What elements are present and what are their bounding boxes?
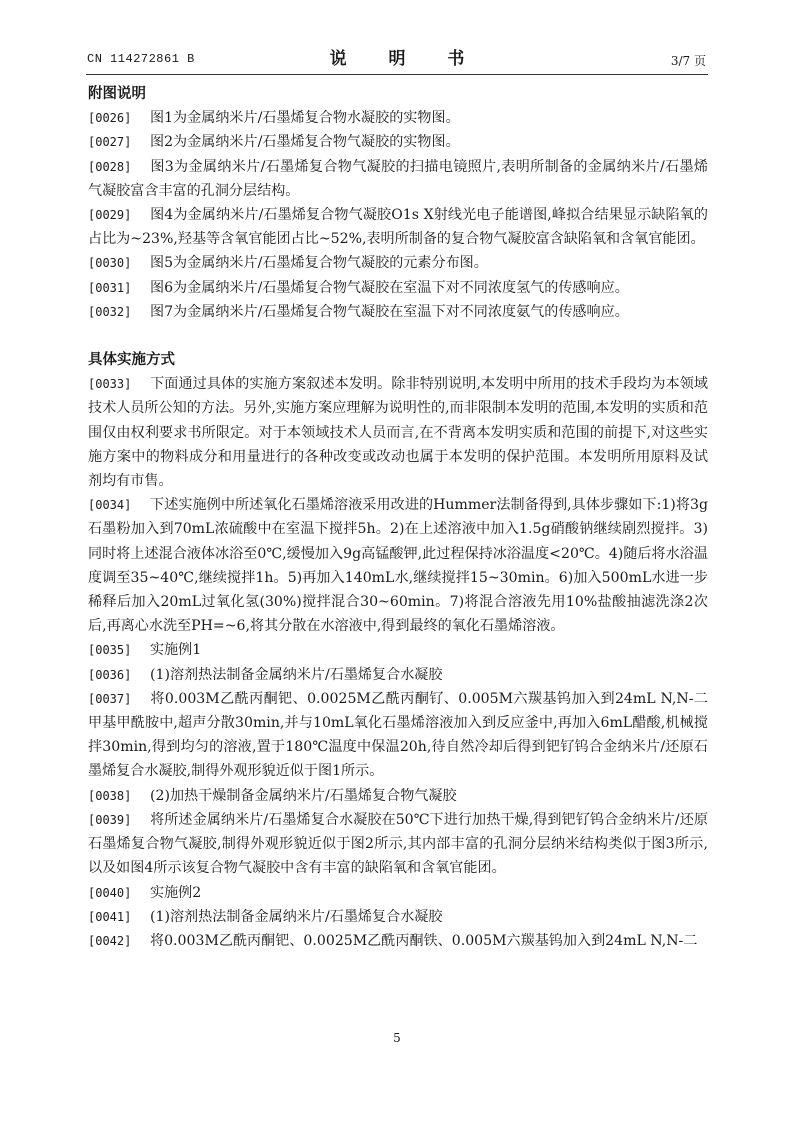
paragraph	[88, 808, 708, 881]
paragraph	[88, 638, 708, 662]
paragraph	[88, 300, 708, 324]
paragraph-number: [0032]	[88, 304, 132, 319]
paragraph-number: [0042]	[88, 933, 132, 948]
paragraph	[88, 372, 708, 493]
paragraph-text: 下面通过具体的实施方案叙述本发明。除非特别说明,本发明中所用的技术手段均为本领域技术人员所公知的方法。另外,实施方案应理解为说明性的,而非限制本发明的范围,本发明的实质和范围仅由权利要求书所限定。对于本领域技术人员而言,在不背离本发明实质和范围的前提下,对这些实施方案中的物料成分和用量进行的各种改变或改动也属于本发明的保护范围。本发明所用原料及试剂均有市售。	[88, 376, 708, 490]
paragraph-text: 将所述金属纳米片/石墨烯复合水凝胶在50℃下进行加热干燥,得到钯钌钨合金纳米片/还原石墨烯复合物气凝胶,制得外观形貌近似于图2所示,其内部丰富的孔洞分层纳米结构类似于图3所示,以及如图4所示该复合物气凝胶中含有丰富的缺陷氧和含氧官能团。	[88, 811, 708, 877]
patent-number: CN 114272861 B	[87, 52, 195, 66]
paragraph-text: 图3为金属纳米片/石墨烯复合物气凝胶的扫描电镜照片,表明所制备的金属纳米片/石墨烯气凝胶富含丰富的孔洞分层结构。	[88, 158, 708, 199]
paragraph	[88, 203, 708, 251]
paragraph-number: [0037]	[88, 691, 132, 706]
page-indicator: 3/7 页	[670, 54, 706, 68]
paragraph	[88, 881, 708, 905]
paragraph-text: 将0.003M乙酰丙酮钯、0.0025M乙酰丙酮铁、0.005M六羰基钨加入到24mL N,N-二	[150, 932, 698, 949]
paragraph-number: [0026]	[88, 111, 132, 126]
figures-description-section	[88, 106, 708, 324]
paragraph-text: 将0.003M乙酰丙酮钯、0.0025M乙酰丙酮钌、0.005M六羰基钨加入到24mL N,N-二甲基甲酰胺中,超声分散30min,并与10mL氧化石墨烯溶液加入到反应釜中,再加入6mL醋酸,机械搅拌30min,得到均匀的溶液,置于180℃温度中保温20h,待自然冷却后得到钯钌钨合金纳米片/还原石墨烯复合水凝胶,制得外观形貌近似于图1所示。	[88, 690, 708, 780]
paragraph-number: [0034]	[88, 498, 132, 513]
paragraph-text: 图5为金属纳米片/石墨烯复合物气凝胶的元素分布图。	[150, 255, 488, 272]
paragraph-text: (1)溶剂热法制备金属纳米片/石墨烯复合水凝胶	[150, 908, 443, 925]
paragraph-number: [0041]	[88, 909, 132, 924]
embodiments-section	[88, 372, 708, 953]
paragraph	[88, 905, 708, 929]
paragraph-text: 下述实施例中所述氧化石墨烯溶液采用改进的Hummer法制备得到,具体步骤如下:1)将3g石墨粉加入到70mL浓硫酸中在室温下搅拌5h。2)在上述溶液中加入1.5g硝酸钠继续剧烈搅拌。3)同时将上述混合液体冰浴至0℃,缓慢加入9g高锰酸钾,此过程保持冰浴温度<20℃。4)随后将水浴温度调至35~40℃,继续搅拌1h。5)再加入140mL水,继续搅拌15~30min。6)加入500mL水进一步稀释后加入20mL过氧化氢(30%)搅拌混合30~60min。7)将混合溶液先用10%盐酸抽滤洗涤2次后,再离心水洗至PH=~6,将其分散在水溶液中,得到最终的氧化石墨烯溶液。	[88, 497, 708, 635]
paragraph	[88, 929, 708, 953]
paragraph-text: (2)加热干燥制备金属纳米片/石墨烯复合物气凝胶	[150, 787, 457, 804]
document-body	[88, 82, 708, 953]
paragraph-number: [0027]	[88, 135, 132, 150]
paragraph	[88, 276, 708, 300]
page-number: 5	[393, 1031, 401, 1045]
paragraph-text: 实施例1	[150, 642, 202, 659]
section-heading-figures: 附图说明	[88, 86, 146, 102]
paragraph	[88, 106, 708, 130]
paragraph-text: 实施例2	[150, 884, 202, 901]
paragraph	[88, 493, 708, 638]
paragraph-text: 图2为金属纳米片/石墨烯复合物气凝胶的实物图。	[150, 134, 460, 151]
paragraph	[88, 130, 708, 154]
paragraph-text: 图7为金属纳米片/石墨烯复合物气凝胶在室温下对不同浓度氨气的传感响应。	[150, 303, 629, 320]
paragraph-number: [0040]	[88, 885, 132, 900]
paragraph-number: [0036]	[88, 667, 132, 682]
paragraph	[88, 251, 708, 275]
paragraph-text: 图1为金属纳米片/石墨烯复合物水凝胶的实物图。	[150, 110, 460, 127]
paragraph-number: [0028]	[88, 159, 132, 174]
header-divider	[86, 74, 708, 75]
document-type-title: 说 明 书	[329, 49, 483, 69]
paragraph-text: 图6为金属纳米片/石墨烯复合物气凝胶在室温下对不同浓度氢气的传感响应。	[150, 279, 629, 296]
paragraph-number: [0030]	[88, 256, 132, 271]
section-heading-embodiments: 具体实施方式	[88, 352, 175, 369]
paragraph	[88, 155, 708, 203]
paragraph-number: [0038]	[88, 788, 132, 803]
paragraph-number: [0039]	[88, 812, 132, 827]
paragraph	[88, 784, 708, 808]
paragraph-number: [0035]	[88, 643, 132, 658]
paragraph-text: (1)溶剂热法制备金属纳米片/石墨烯复合水凝胶	[150, 666, 443, 683]
paragraph	[88, 687, 708, 784]
paragraph	[88, 663, 708, 687]
paragraph-number: [0029]	[88, 208, 132, 223]
paragraph-number: [0031]	[88, 280, 132, 295]
paragraph-text: 图4为金属纳米片/石墨烯复合物气凝胶O1s X射线光电子能谱图,峰拟合结果显示缺陷氧的占比为~23%,羟基等含氧官能团占比~52%,表明所制备的复合物气凝胶富含缺陷氧和含氧官能团。	[88, 207, 708, 248]
paragraph-number: [0033]	[88, 377, 132, 392]
section-spacer	[88, 324, 708, 348]
